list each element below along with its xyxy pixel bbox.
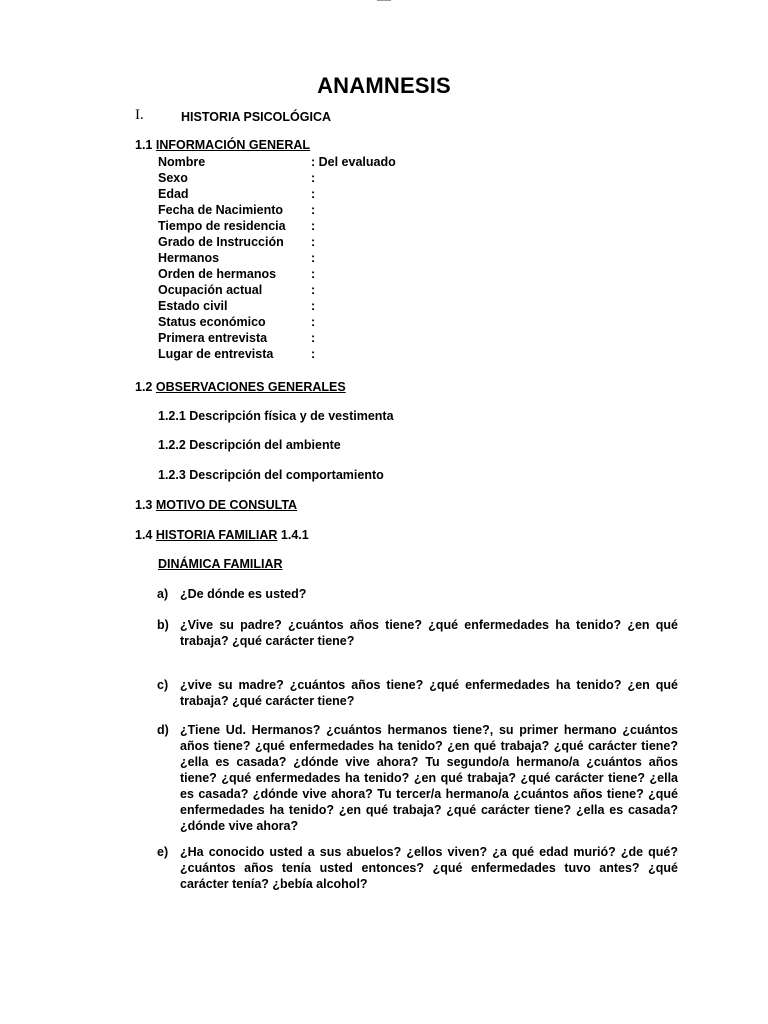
question-line: ¿Vive su padre? ¿cuántos años tiene? ¿qué enfermedades ha tenido? ¿en qué xyxy=(180,618,678,632)
question-line: ¿Ha conocido usted a sus abuelos? ¿ellos viven? ¿a qué edad murió? ¿de qué? xyxy=(180,845,678,859)
question-b xyxy=(180,617,678,649)
heading-motivo-consulta xyxy=(135,497,297,513)
heading-historia-familiar xyxy=(135,527,309,543)
question-e xyxy=(180,844,678,892)
question-line: años tiene? ¿qué enfermedades ha tenido? ¿en qué trabaja? ¿qué carácter tiene? xyxy=(180,739,678,753)
field-label: Orden de hermanos xyxy=(158,267,277,281)
question-line: ¿ella es casada? ¿dónde vive ahora? Tu segundo/a hermano/a ¿cuántos años xyxy=(180,755,678,769)
field-label: Primera entrevista xyxy=(158,331,268,345)
field-label: Tiempo de residencia xyxy=(158,219,286,233)
heading-text: MOTIVO DE CONSULTA xyxy=(155,498,298,512)
question-letter-c: c) xyxy=(157,678,169,692)
field-label: Ocupación actual xyxy=(158,283,263,297)
field-value: : xyxy=(311,347,316,361)
question-c xyxy=(180,677,678,709)
question-line: carácter tenía? ¿bebía alcohol? xyxy=(180,877,368,891)
question-line: ¿cuántos años tenía usted entonces? ¿qué enfermedades tuvo antes? ¿qué xyxy=(180,861,678,875)
question-line: trabaja? ¿qué carácter tiene? xyxy=(180,694,355,708)
question-letter-b: b) xyxy=(157,618,169,632)
field-label: Estado civil xyxy=(158,299,228,313)
field-value: : xyxy=(311,219,316,233)
field-label: Status económico xyxy=(158,315,266,329)
subitem-descripcion-comportamiento: 1.2.3 Descripción del comportamiento xyxy=(158,468,384,482)
field-value: : xyxy=(311,331,316,345)
heading-number: 1.2 xyxy=(135,380,153,394)
question-line: ¿vive su madre? ¿cuántos años tiene? ¿qué enfermedades ha tenido? ¿en qué xyxy=(180,678,678,692)
field-label: Grado de Instrucción xyxy=(158,235,284,249)
question-letter-a: a) xyxy=(157,587,169,601)
page-top-mark xyxy=(377,0,391,1)
question-d xyxy=(180,722,678,834)
heading-observaciones-generales xyxy=(135,379,346,395)
question-line: tiene? ¿qué enfermedades ha tenido? ¿en qué trabaja? ¿qué carácter tiene? ¿ella xyxy=(180,771,678,785)
field-value: : Del evaluado xyxy=(311,155,396,169)
field-label: Fecha de Nacimiento xyxy=(158,203,284,217)
field-label: Lugar de entrevista xyxy=(158,347,274,361)
field-value: : xyxy=(311,203,316,217)
heading-text: HISTORIA FAMILIAR xyxy=(155,528,278,542)
field-value: : xyxy=(311,187,316,201)
field-value: : xyxy=(311,299,316,313)
heading-text: INFORMACIÓN GENERAL xyxy=(155,138,311,152)
heading-text: OBSERVACIONES GENERALES xyxy=(155,380,346,394)
question-line: ¿dónde vive ahora? xyxy=(180,819,299,833)
subitem-descripcion-fisica: 1.2.1 Descripción física y de vestimenta xyxy=(158,409,394,423)
heading-number: 1.3 xyxy=(135,498,153,512)
question-line: trabaja? ¿qué carácter tiene? xyxy=(180,634,355,648)
question-line: ¿De dónde es usted? xyxy=(180,587,307,601)
heading-suffix: 1.4.1 xyxy=(280,528,309,542)
field-label: Nombre xyxy=(158,155,206,169)
heading-number: 1.4 xyxy=(135,528,153,542)
heading-informacion-general xyxy=(135,137,310,153)
field-value: : xyxy=(311,267,316,281)
field-label: Hermanos xyxy=(158,251,220,265)
field-value: : xyxy=(311,315,316,329)
field-value: : xyxy=(311,171,316,185)
field-value: : xyxy=(311,235,316,249)
field-label: Sexo xyxy=(158,171,188,185)
subitem-descripcion-ambiente: 1.2.2 Descripción del ambiente xyxy=(158,438,341,452)
field-value: : xyxy=(311,251,316,265)
question-letter-d: d) xyxy=(157,723,169,737)
page-title: ANAMNESIS xyxy=(317,73,451,98)
question-line: enfermedades ha tenido? ¿en qué trabaja? ¿qué carácter tiene? ¿ella es casada? xyxy=(180,803,678,817)
section-numeral: I. xyxy=(135,107,144,123)
heading-dinamica-familiar: DINÁMICA FAMILIAR xyxy=(158,557,283,571)
section-title: HISTORIA PSICOLÓGICA xyxy=(181,110,332,124)
question-letter-e: e) xyxy=(157,845,169,859)
field-value: : xyxy=(311,283,316,297)
question-a xyxy=(180,586,678,602)
field-label: Edad xyxy=(158,187,189,201)
heading-number: 1.1 xyxy=(135,138,153,152)
question-line: ¿Tiene Ud. Hermanos? ¿cuántos hermanos tiene?, su primer hermano ¿cuántos xyxy=(180,723,678,737)
question-line: es casada? ¿dónde vive ahora? Tu tercer/a hermano/a ¿cuántos años tiene? ¿qué xyxy=(180,787,678,801)
